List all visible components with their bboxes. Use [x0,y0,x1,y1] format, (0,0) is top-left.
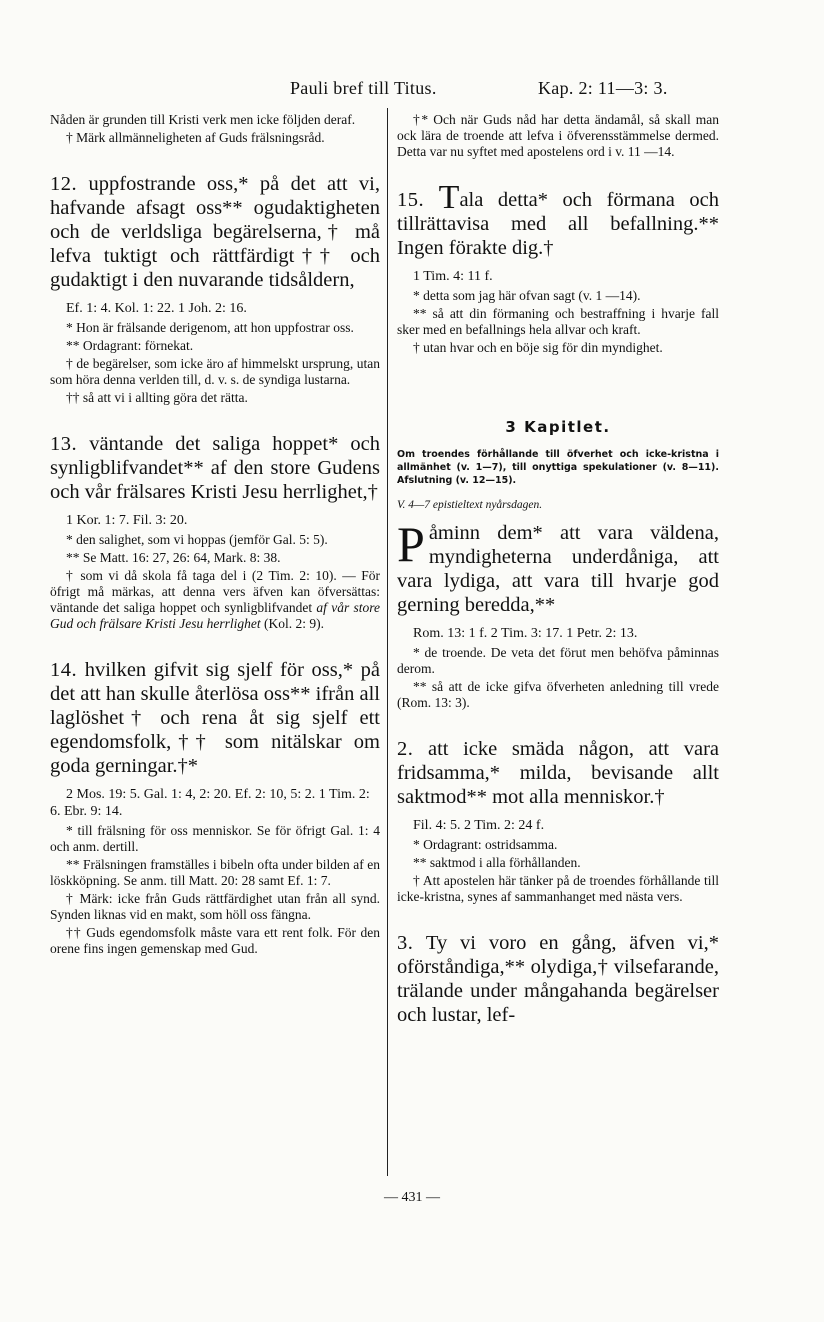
note: * Hon är frälsande derigenom, att hon uppfostrar oss. [66,320,354,335]
verse-number: 12. [50,173,78,195]
note: †† så att vi i allting göra det rätta. [66,390,248,405]
column-divider [387,108,388,1176]
note: † Märk allmänneligheten af Guds frälsningsråd. [66,130,325,145]
note: ** så att de icke gifva öfverheten anledning till vrede (Rom. 13: 3). [397,679,719,710]
verse-text: åminn dem* att vara väldena, myndigheterna underdåniga, att vara lydiga, att vara till hvarje god gerning beredda,** [397,522,719,616]
note-italic-text: af vår store Gud och frälsare Kristi Jesu herrlighet [50,600,380,631]
chapter-summary: Om troendes förhållande till öfverhet och icke-kristna i allmänhet (v. 1—7), till onyttiga spekulationer (v. 8—11). Afslutning (v. 12—15). [397,449,719,486]
chapter-title: 3 Kapitlet. [505,418,611,436]
verse-3 [397,931,719,1027]
drop-cap: T [438,179,460,216]
verse-14 [50,658,380,778]
verse-1 [397,516,719,617]
note: ** saktmod i alla förhållanden. [413,855,581,870]
note: ** Ordagrant: förnekat. [66,338,194,353]
cross-references: Fil. 4: 5. 2 Tim. 2: 24 f. [413,818,545,833]
note: * detta som jag här ofvan sagt (v. 1 —14). [413,288,641,303]
note: ** Frälsningen framställes i bibeln ofta under bilden af en löskköpning. Se anm. till Matt. 20: 28 samt Ef. 1: 7. [50,857,380,888]
note-text: (Kol. 2: 9). [264,616,324,631]
verse-number: 14. [50,659,78,681]
left-column [50,112,380,959]
note: * Ordagrant: ostridsamma. [413,837,558,852]
cross-references: 2 Mos. 19: 5. Gal. 1: 4, 2: 20. Ef. 2: 10, 5: 2. 1 Tim. 2: 6. Ebr. 9: 14. [50,787,370,819]
note [50,568,380,632]
cross-references: Rom. 13: 1 f. 2 Tim. 3: 17. 1 Petr. 2: 13. [413,626,638,641]
note: †* Och när Guds nåd har detta ändamål, så skall man ock lära de troende att lefva i öfverensstämmelse dermed. Detta var nu syftet med apostelens ord i v. 11 —14. [397,112,719,159]
cross-references: Ef. 1: 4. Kol. 1: 22. 1 Joh. 2: 16. [66,301,247,316]
note: †† Guds egendomsfolk måste vara ett rent folk. För den orene fins ingen gemenskap med Gud. [50,925,380,956]
verse-13 [50,432,380,504]
note: ** Se Matt. 16: 27, 26: 64, Mark. 8: 38. [66,550,281,565]
verse-text: att icke smäda någon, att vara fridsamma,* milda, bevisande allt saktmod** mot alla menniskor.† [397,738,719,808]
verse-15 [397,179,720,260]
verse-number: 15. [397,189,425,211]
page-number: — 431 — [384,1190,440,1205]
verse-text: hvilken gifvit sig sjelf för oss,* på det att han skulle återlösa oss** ifrån all laglöshet† och rena åt sig sjelf ett egendomsfolk,†† som nitälskar om goda gerningar.†* [50,659,380,777]
note: Nåden är grunden till Kristi verk men icke följden deraf. [50,112,356,127]
header-chapter-ref: Kap. 2: 11—3: 3. [538,78,668,98]
note: † Märk: icke från Guds rättfärdighet utan från all synd. Synden liknas vid en makt, som höll oss fängna. [50,891,380,922]
verse-number: 13. [50,433,78,455]
verse-2 [397,737,719,809]
drop-cap: P [397,516,425,572]
epistle-reading-note: V. 4—7 epistieltext nyårsdagen. [397,499,543,511]
note: * till frälsning för oss menniskor. Se för öfrigt Gal. 1: 4 och anm. dertill. [50,823,380,854]
verse-text: Ty vi voro en gång, äfven vi,* oförståndiga,** olydiga,† vilsefarande, trälande under mångahanda begärelser och lustar, lef- [397,932,719,1026]
note: † de begärelser, som icke äro af himmelskt ursprung, utan som höra denna verlden till, d. v. s. de syndiga lustarna. [50,356,380,387]
right-column [397,112,719,1035]
cross-references: 1 Tim. 4: 11 f. [413,269,493,284]
verse-text: ala detta* och förmana och tillrättavisa med all befallning.** Ingen förakte dig.† [397,189,720,259]
note: * de troende. De veta det förut men behöfva påminnas derom. [397,645,719,676]
note: * den salighet, som vi hoppas (jemför Gal. 5: 5). [66,532,328,547]
note-text: † som vi då skola få taga del i (2 Tim. 2: 10). — För öfrigt må märkas, att denna vers äfven kan öfversättas: väntande det saliga hoppet och synligblifvandet [50,568,380,615]
verse-number: 2. [397,738,414,760]
note: ** så att din förmaning och bestraffning i hvarje fall sker med en befallnings hela allvar och kraft. [397,306,719,337]
running-header [0,78,824,102]
verse-12 [50,172,380,292]
verse-text: väntande det saliga hoppet* och synligblifvandet** af den store Gudens och vår frälsares Kristi Jesu herrlighet,† [50,433,380,503]
header-title: Pauli bref till Titus. [290,78,437,98]
cross-references: 1 Kor. 1: 7. Fil. 3: 20. [66,513,188,528]
note: † utan hvar och en böje sig för din myndighet. [413,340,663,355]
verse-text: uppfostrande oss,* på det att vi, hafvande afsagt oss** ogudaktigheten och de verldsliga begärelserna,† må lefva tuktigt och rättfärdigt†† och gudaktigt i den nuvarande tidsåldern, [50,173,381,291]
verse-number: 3. [397,932,414,954]
note: † Att apostelen här tänker på de troendes förhållande till icke-kristna, synes af sammanhanget med nästa vers. [397,873,719,904]
